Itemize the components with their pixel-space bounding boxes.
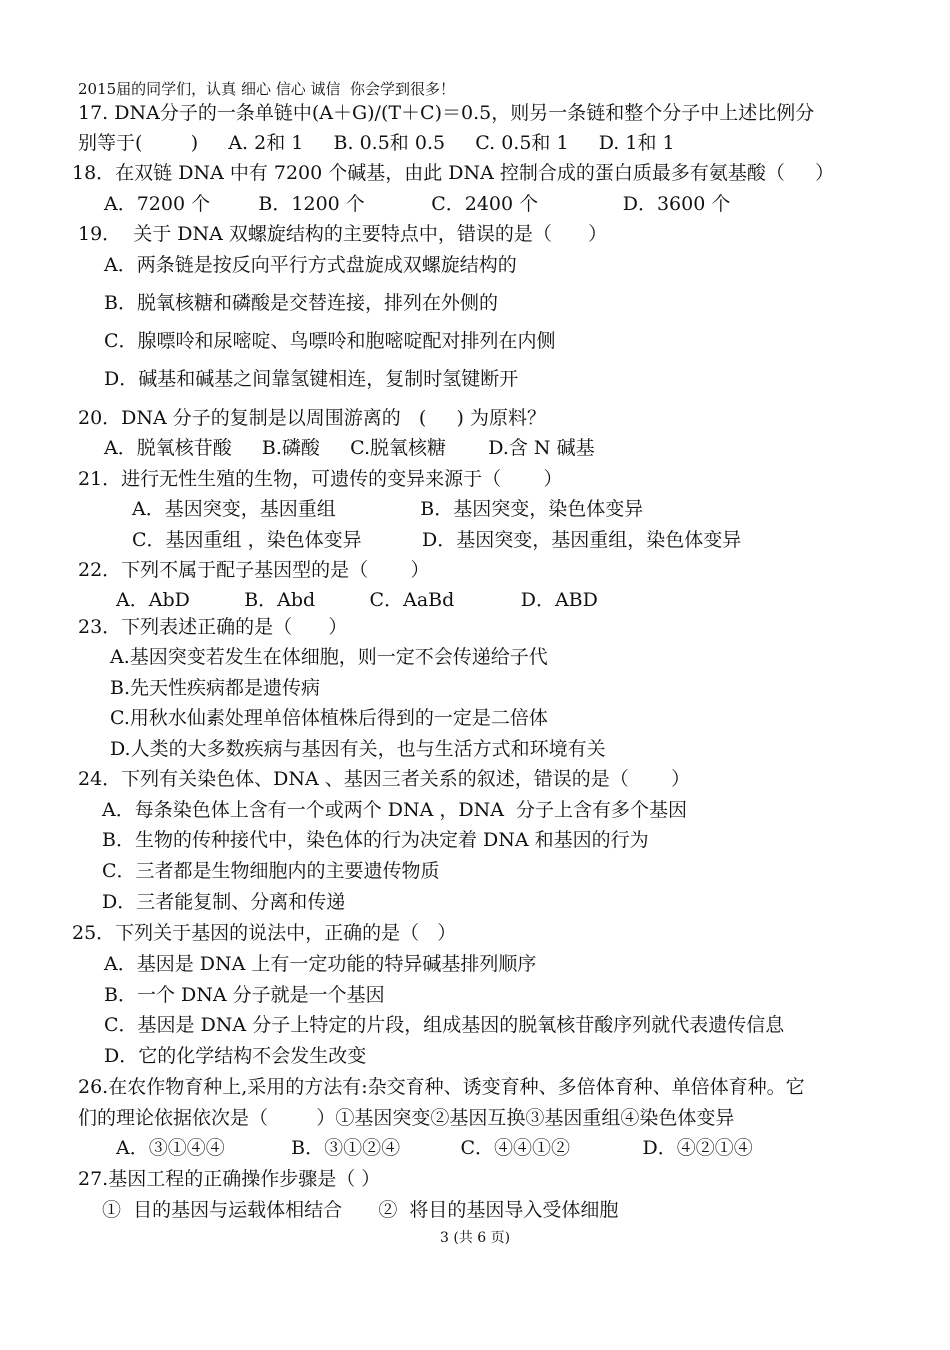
question-20-options: A．脱氧核苷酸 B.磷酸 C.脱氧核糖 D.含 N 碱基 [104, 437, 595, 459]
question-19-option-d: D．碱基和碱基之间靠氢键相连，复制时氢键断开 [104, 368, 519, 390]
question-25: 25．下列关于基因的说法中，正确的是（ ） [72, 922, 457, 944]
question-26-line-2: 们的理论依据依次是（ ）①基因突变②基因互换③基因重组④染色体变异 [78, 1107, 735, 1129]
question-19-option-b: B．脱氧核糖和磷酸是交替连接，排列在外侧的 [104, 292, 498, 314]
question-27: 27.基因工程的正确操作步骤是（ ） [78, 1168, 381, 1190]
page-footer: 3 (共 6 页) [440, 1230, 511, 1246]
question-21: 21．进行无性生殖的生物，可遗传的变异来源于（ ） [78, 468, 563, 490]
question-25-option-a: A．基因是 DNA 上有一定功能的特异碱基排列顺序 [104, 953, 537, 975]
question-18: 18．在双链 DNA 中有 7200 个碱基，由此 DNA 控制合成的蛋白质最多有氨基酸（ ） [72, 162, 835, 184]
question-24-option-c: C．三者都是生物细胞内的主要遗传物质 [102, 860, 440, 882]
question-19-option-c: C．腺嘌呤和尿嘧啶、鸟嘌呤和胞嘧啶配对排列在内侧 [104, 330, 556, 352]
question-21-options-ab: A．基因突变，基因重组 B．基因突变，染色体变异 [132, 498, 644, 520]
question-23-option-d: D.人类的大多数疾病与基因有关，也与生活方式和环境有关 [110, 738, 606, 760]
question-24-option-b: B．生物的传种接代中，染色体的行为决定着 DNA 和基因的行为 [102, 829, 649, 851]
question-22: 22．下列不属于配子基因型的是（ ） [78, 559, 430, 581]
question-23-option-a: A.基因突变若发生在体细胞，则一定不会传递给子代 [110, 646, 548, 668]
question-26-options: A．③①④④ B．③①②④ C．④④①② D．④②①④ [116, 1137, 753, 1159]
question-21-options-cd: C．基因重组 ，染色体变异 D．基因突变，基因重组，染色体变异 [132, 529, 742, 551]
question-25-option-d: D．它的化学结构不会发生改变 [104, 1045, 367, 1067]
question-19: 19． 关于 DNA 双螺旋结构的主要特点中，错误的是（ ） [78, 223, 608, 245]
question-24-option-a: A．每条染色体上含有一个或两个 DNA ，DNA 分子上含有多个基因 [102, 799, 688, 821]
question-22-options: A．AbD B．Abd C．AaBd D．ABD [116, 589, 598, 611]
question-23: 23．下列表述正确的是（ ） [78, 616, 348, 638]
page-header: 2015届的同学们，认真 细心 信心 诚信 你会学到很多！ [78, 80, 456, 98]
question-24-option-d: D．三者能复制、分离和传递 [102, 891, 346, 913]
question-23-option-c: C.用秋水仙素处理单倍体植株后得到的一定是二倍体 [110, 707, 548, 729]
question-18-options: A．7200 个 B．1200 个 C．2400 个 D．3600 个 [104, 193, 731, 215]
question-17-line-2: 别等于( ) A. 2和 1 B. 0.5和 0.5 C. 0.5和 1 D. 1和 1 [78, 132, 675, 154]
question-24: 24．下列有关染色体、DNA 、基因三者关系的叙述，错误的是（ ） [78, 768, 691, 790]
question-19-option-a: A．两条链是按反向平行方式盘旋成双螺旋结构的 [104, 254, 517, 276]
question-25-option-c: C．基因是 DNA 分子上特定的片段，组成基因的脱氧核苷酸序列就代表遗传信息 [104, 1014, 785, 1036]
question-20: 20．DNA 分子的复制是以周围游离的 ( ) 为原料？ [78, 407, 546, 429]
question-25-option-b: B．一个 DNA 分子就是一个基因 [104, 984, 385, 1006]
question-26-line-1: 26.在农作物育种上,采用的方法有:杂交育种、诱变育种、多倍体育种、单倍体育种。它 [78, 1076, 805, 1098]
question-27-steps: ① 目的基因与运载体相结合 ② 将目的基因导入受体细胞 [102, 1199, 619, 1221]
question-17-line-1: 17. DNA分子的一条单链中(A＋G)/(T＋C)＝0.5，则另一条链和整个分子中上述比例分 [78, 102, 815, 124]
question-23-option-b: B.先天性疾病都是遗传病 [110, 677, 321, 699]
